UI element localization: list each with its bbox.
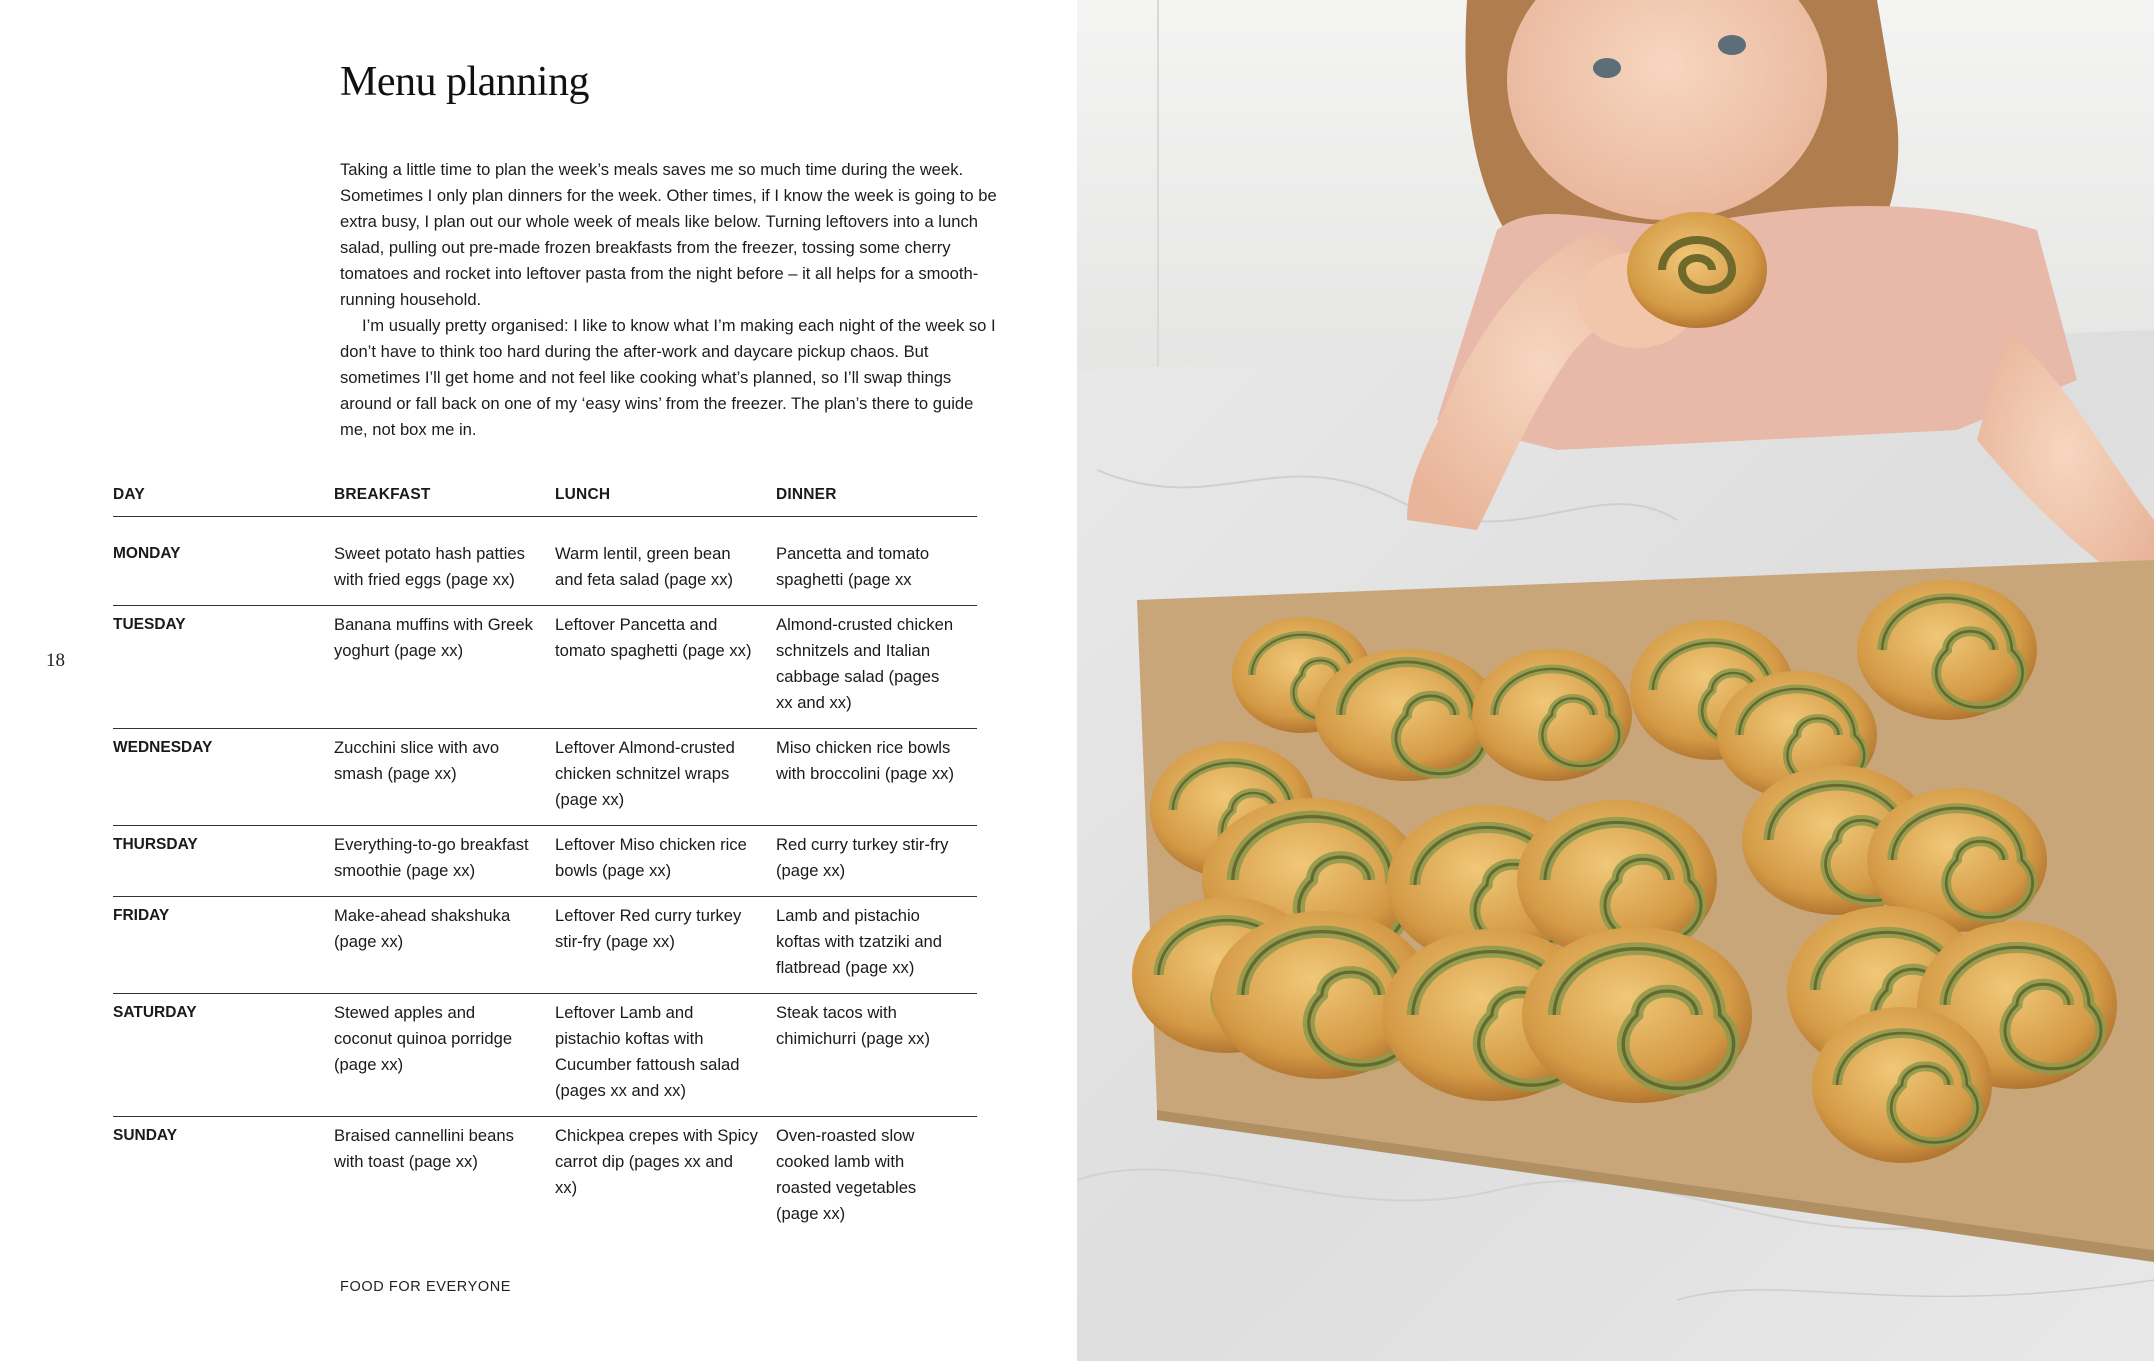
column-header-day: DAY	[113, 482, 334, 517]
day-cell: SATURDAY	[113, 994, 334, 1117]
day-cell: FRIDAY	[113, 897, 334, 994]
pastry-in-hand	[1627, 212, 1767, 328]
food-photo	[1077, 0, 2154, 1361]
table-row	[113, 1117, 977, 1240]
dinner-cell: Oven-roasted slow cooked lamb with roasted vegetables (page xx)	[776, 1126, 917, 1223]
lunch-cell: Leftover Miso chicken rice bowls (page xx)	[555, 826, 776, 897]
day-cell: THURSDAY	[113, 826, 334, 897]
child-eye	[1718, 35, 1746, 55]
table-header-row	[113, 482, 977, 517]
breakfast-cell: Zucchini slice with avo smash (page xx)	[334, 729, 555, 826]
dinner-cell: Red curry turkey stir-fry (page xx)	[776, 826, 977, 897]
pinwheel-pastry	[1812, 1007, 1992, 1163]
column-header-dinner: DINNER	[776, 482, 977, 517]
table-row	[113, 994, 977, 1117]
page-title: Menu planning	[340, 59, 589, 105]
day-cell: MONDAY	[113, 517, 334, 606]
wall-panel-line	[1157, 0, 1159, 380]
table-row	[113, 606, 977, 729]
breakfast-cell: Braised cannellini beans with toast (page xx)	[334, 1126, 514, 1171]
pinwheel-pastry	[1522, 927, 1752, 1103]
running-footer: FOOD FOR EVERYONE	[340, 1279, 512, 1295]
lunch-cell: Warm lentil, green bean and feta salad (page xx)	[555, 517, 776, 606]
lunch-cell: Leftover Red curry turkey stir-fry (page xx)	[555, 897, 776, 994]
pinwheel-pastry	[1315, 649, 1499, 781]
lunch-cell: Chickpea crepes with Spicy carrot dip (pages xx and xx)	[555, 1126, 758, 1197]
photo-illustration	[1077, 0, 2154, 1361]
lunch-cell: Leftover Almond-crusted chicken schnitzel wraps (page xx)	[555, 729, 776, 826]
dinner-cell: Almond-crusted chicken schnitzels and Italian cabbage salad (pages xx and xx)	[776, 606, 977, 729]
breakfast-cell: Stewed apples and coconut quinoa porridge (page xx)	[334, 994, 555, 1117]
child-eye	[1593, 58, 1621, 78]
lunch-cell: Leftover Lamb and pistachio koftas with Cucumber fattoush salad (pages xx and xx)	[555, 994, 776, 1117]
day-cell: SUNDAY	[113, 1127, 178, 1144]
dinner-cell: Miso chicken rice bowls with broccolini (page xx)	[776, 729, 977, 826]
dinner-cell: Pancetta and tomato spaghetti (page xx	[776, 517, 977, 606]
breakfast-cell: Sweet potato hash patties with fried eggs (page xx)	[334, 517, 555, 606]
intro-paragraph: Taking a little time to plan the week’s meals saves me so much time during the week. Sometimes I only plan dinners for the week. Other times, if I know the week is going to be extra busy, I plan out our whole week of meals like below. Turning leftovers into a lunch salad, pulling out pre-made frozen breakfasts from the freezer, tossing some cherry tomatoes and rocket into leftover pasta from the night before – it all helps for a smooth-running household.	[340, 160, 997, 309]
menu-plan-table	[113, 482, 977, 1239]
column-header-lunch: LUNCH	[555, 482, 776, 517]
table-row	[113, 897, 977, 994]
pinwheel-pastry	[1472, 649, 1632, 781]
pinwheel-pastry	[1857, 580, 2037, 720]
breakfast-cell: Everything-to-go breakfast smoothie (page xx)	[334, 826, 555, 897]
column-header-breakfast: BREAKFAST	[334, 482, 555, 517]
page-number: 18	[46, 650, 65, 671]
intro-paragraph: I’m usually pretty organised: I like to know what I’m making each night of the week so I don’t have to think too hard during the after-work and daycare pickup chaos. But sometimes I’ll get home and not feel like cooking what’s planned, so I’ll swap things around or fall back on one of my ‘easy wins’ from the freezer. The plan’s there to guide me, not box me in.	[340, 316, 996, 439]
intro-text	[340, 157, 1000, 443]
table-row	[113, 729, 977, 826]
breakfast-cell: Banana muffins with Greek yoghurt (page xx)	[334, 606, 555, 729]
table-row	[113, 826, 977, 897]
dinner-cell: Lamb and pistachio koftas with tzatziki and flatbread (page xx)	[776, 897, 977, 994]
day-cell: WEDNESDAY	[113, 729, 334, 826]
table-row	[113, 517, 977, 606]
lunch-cell: Leftover Pancetta and tomato spaghetti (page xx)	[555, 606, 776, 729]
dinner-cell: Steak tacos with chimichurri (page xx)	[776, 994, 977, 1117]
day-cell: TUESDAY	[113, 606, 334, 729]
breakfast-cell: Make-ahead shakshuka (page xx)	[334, 897, 555, 994]
